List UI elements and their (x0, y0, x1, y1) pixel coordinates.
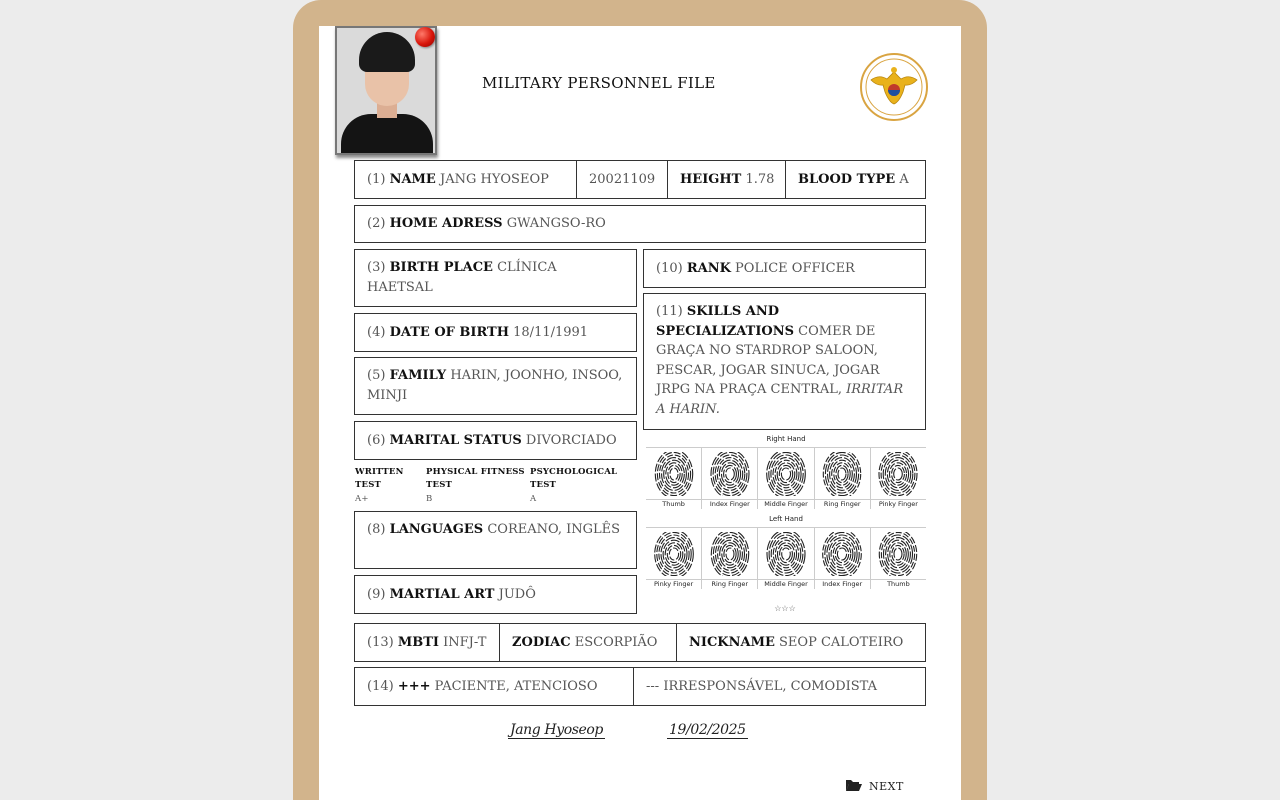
right-hand-fingerprints (646, 447, 926, 509)
fingerprint-label: Thumb (662, 500, 685, 508)
pushpin-icon (415, 27, 435, 47)
fingerprint-label: Middle Finger (764, 580, 808, 588)
zodiac-field: ZODIAC ESCORPIÃO (500, 624, 677, 661)
fingerprint-left-2 (758, 528, 814, 589)
id-field: 20021109 (577, 161, 668, 198)
fingerprint-label: Index Finger (822, 580, 863, 588)
martial-art-field: (9) MARTIAL ART JUDÔ (354, 575, 637, 614)
next-button[interactable] (845, 778, 904, 795)
signature: Jang Hyoseop (510, 722, 603, 738)
fingerprint-left-3 (815, 528, 871, 589)
nickname-field: NICKNAME SEOP CALOTEIRO (689, 634, 904, 650)
negative-traits-field: --- IRRESPONSÁVEL, COMODISTA (646, 678, 878, 694)
fingerprint-right-2 (758, 448, 814, 509)
physical-fitness-test: PHYSICAL FITNESS TEST B (426, 467, 525, 504)
name-field: (1) NAME JANG HYOSEOP (355, 161, 577, 198)
rank-field: (10) RANK POLICE OFFICER (643, 249, 926, 288)
fingerprint-right-0 (646, 448, 702, 509)
fingerprint-label: Index Finger (709, 500, 750, 508)
family-field: (5) FAMILY HARIN, JOONHO, INSOO, MINJI (354, 357, 637, 415)
languages-field: (8) LANGUAGES COREANO, INGLÊS (354, 511, 637, 569)
row-traits (354, 623, 926, 662)
fingerprint-left-4 (871, 528, 926, 589)
positive-traits-field: (14) +++ PACIENTE, ATENCIOSO (355, 668, 634, 705)
left-hand-label: Left Hand (769, 515, 803, 523)
fingerprint-label: Ring Finger (711, 580, 749, 588)
left-hand-fingerprints (646, 527, 926, 589)
fingerprint-left-0 (646, 528, 702, 589)
fingerprint-label: Ring Finger (823, 500, 861, 508)
date-of-birth-field: (4) DATE OF BIRTH 18/11/1991 (354, 313, 637, 352)
fingerprint-right-4 (871, 448, 926, 509)
row-personality (354, 667, 926, 706)
next-label: NEXT (869, 780, 904, 793)
psychological-test: PSYCHOLOGICAL TEST A (530, 467, 618, 504)
skills-field: (11) SKILLS AND SPECIALIZATIONS COMER DE GRAÇA NO STARDROP SALOON, PESCAR, JOGAR SINUCA, JOGAR JRPG NA PRAÇA CENTRAL, IRRITAR A HARIN. (643, 293, 926, 430)
right-hand-label: Right Hand (766, 435, 806, 443)
written-test: WRITTEN TEST A+ (355, 467, 404, 504)
fingerprint-right-1 (702, 448, 758, 509)
birth-place-field: (3) BIRTH PLACE CLÍNICA HAETSAL (354, 249, 637, 307)
stars-divider: ☆☆☆ (774, 604, 796, 613)
marital-status-field: (6) MARITAL STATUS DIVORCIADO (354, 421, 637, 460)
fingerprint-label: Thumb (887, 580, 910, 588)
folder-open-icon (845, 778, 863, 795)
page-title: MILITARY PERSONNEL FILE (482, 74, 716, 92)
signature-date: 19/02/2025 (669, 722, 746, 738)
mbti-field: (13) MBTI INFJ-T (355, 624, 500, 661)
height-field: HEIGHT 1.78 (668, 161, 786, 198)
fingerprint-label: Pinky Finger (654, 580, 694, 588)
fingerprint-label: Pinky Finger (878, 500, 918, 508)
row-name (354, 160, 926, 199)
police-emblem-icon (859, 52, 929, 126)
blood-type-field: BLOOD TYPE A (798, 171, 909, 187)
fingerprint-label: Middle Finger (764, 500, 808, 508)
fingerprint-right-3 (815, 448, 871, 509)
fingerprint-left-1 (702, 528, 758, 589)
home-address-field: (2) HOME ADRESS GWANGSO-RO (354, 205, 926, 243)
